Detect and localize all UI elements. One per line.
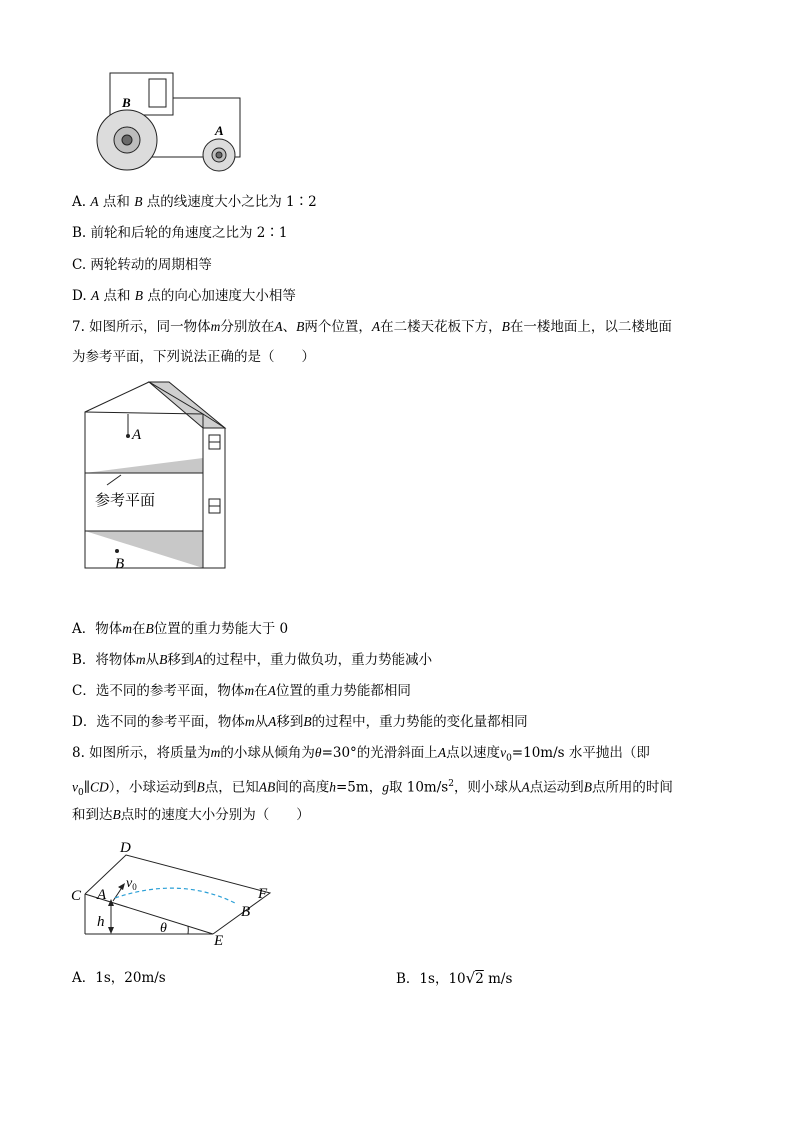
reference-plane-label: 参考平面 — [95, 491, 156, 509]
q6-option-b: B. 前轮和后轮的角速度之比为 2∶1 — [72, 225, 288, 241]
q7-option-c: C．选不同的参考平面，物体m在A位置的重力势能都相同 — [72, 683, 411, 699]
q7-stem-line-1: 7. 如图所示，同一物体m分别放在A、B两个位置，A在二楼天花板下方，B在一楼地面上，以二楼地面 — [72, 319, 672, 335]
q8-stem-line-2: $v_0\parallel CD$），小球运动到B点，已知AB间的高度h=5m，g取 $10m/s^2$，则小球从A点运动到B点所用的时间 — [72, 779, 673, 799]
building-label-b: B — [115, 556, 125, 572]
tractor-label-b: B — [122, 95, 131, 110]
incline-label-v0: $v_0$ — [126, 876, 137, 892]
tractor-figure — [95, 70, 245, 180]
sqrt-symbol: √ — [465, 969, 476, 987]
q8-option-a: A．1s，20m/s — [72, 970, 166, 986]
q6-option-d: D. A 点和 B 点的向心加速度大小相等 — [72, 288, 296, 304]
building-label-a: A — [132, 427, 142, 443]
incline-label-e: E — [214, 933, 224, 949]
q7-stem-line-2: 为参考平面，下列说法正确的是（ ） — [72, 349, 315, 365]
q7-option-a: A．物体m在B位置的重力势能大于 0 — [72, 621, 289, 637]
q8-stem-line-1: 8. 如图所示，将质量为m的小球从倾角为θ=30°的光滑斜面上A点以速度$v_0=10m/s$ 水平抛出（即 — [72, 745, 650, 764]
tractor-label-a: A — [215, 123, 224, 138]
q7-option-b: B．将物体m从B移到A的过程中，重力做负功，重力势能减小 — [72, 652, 433, 668]
incline-figure — [70, 838, 280, 950]
q6-option-a: A. A 点和 B 点的线速度大小之比为 1∶2 — [72, 194, 317, 210]
incline-label-d: D — [120, 840, 131, 856]
incline-label-f: F — [258, 886, 268, 902]
q7-option-d: D．选不同的参考平面，物体m从A移到B的过程中，重力势能的变化量都相同 — [72, 714, 528, 730]
incline-label-c: C — [71, 888, 82, 904]
incline-label-a: A — [97, 887, 107, 903]
incline-label-b: B — [241, 904, 251, 920]
incline-label-theta: θ — [160, 921, 167, 936]
q8-stem-line-3: 和到达B点时的速度大小分别为（ ） — [72, 807, 310, 823]
building-figure — [75, 378, 235, 578]
q6-option-c: C. 两轮转动的周期相等 — [72, 257, 212, 273]
q8-option-b: B．1s，10√2 m/s — [396, 969, 513, 987]
incline-label-h: h — [97, 914, 105, 930]
